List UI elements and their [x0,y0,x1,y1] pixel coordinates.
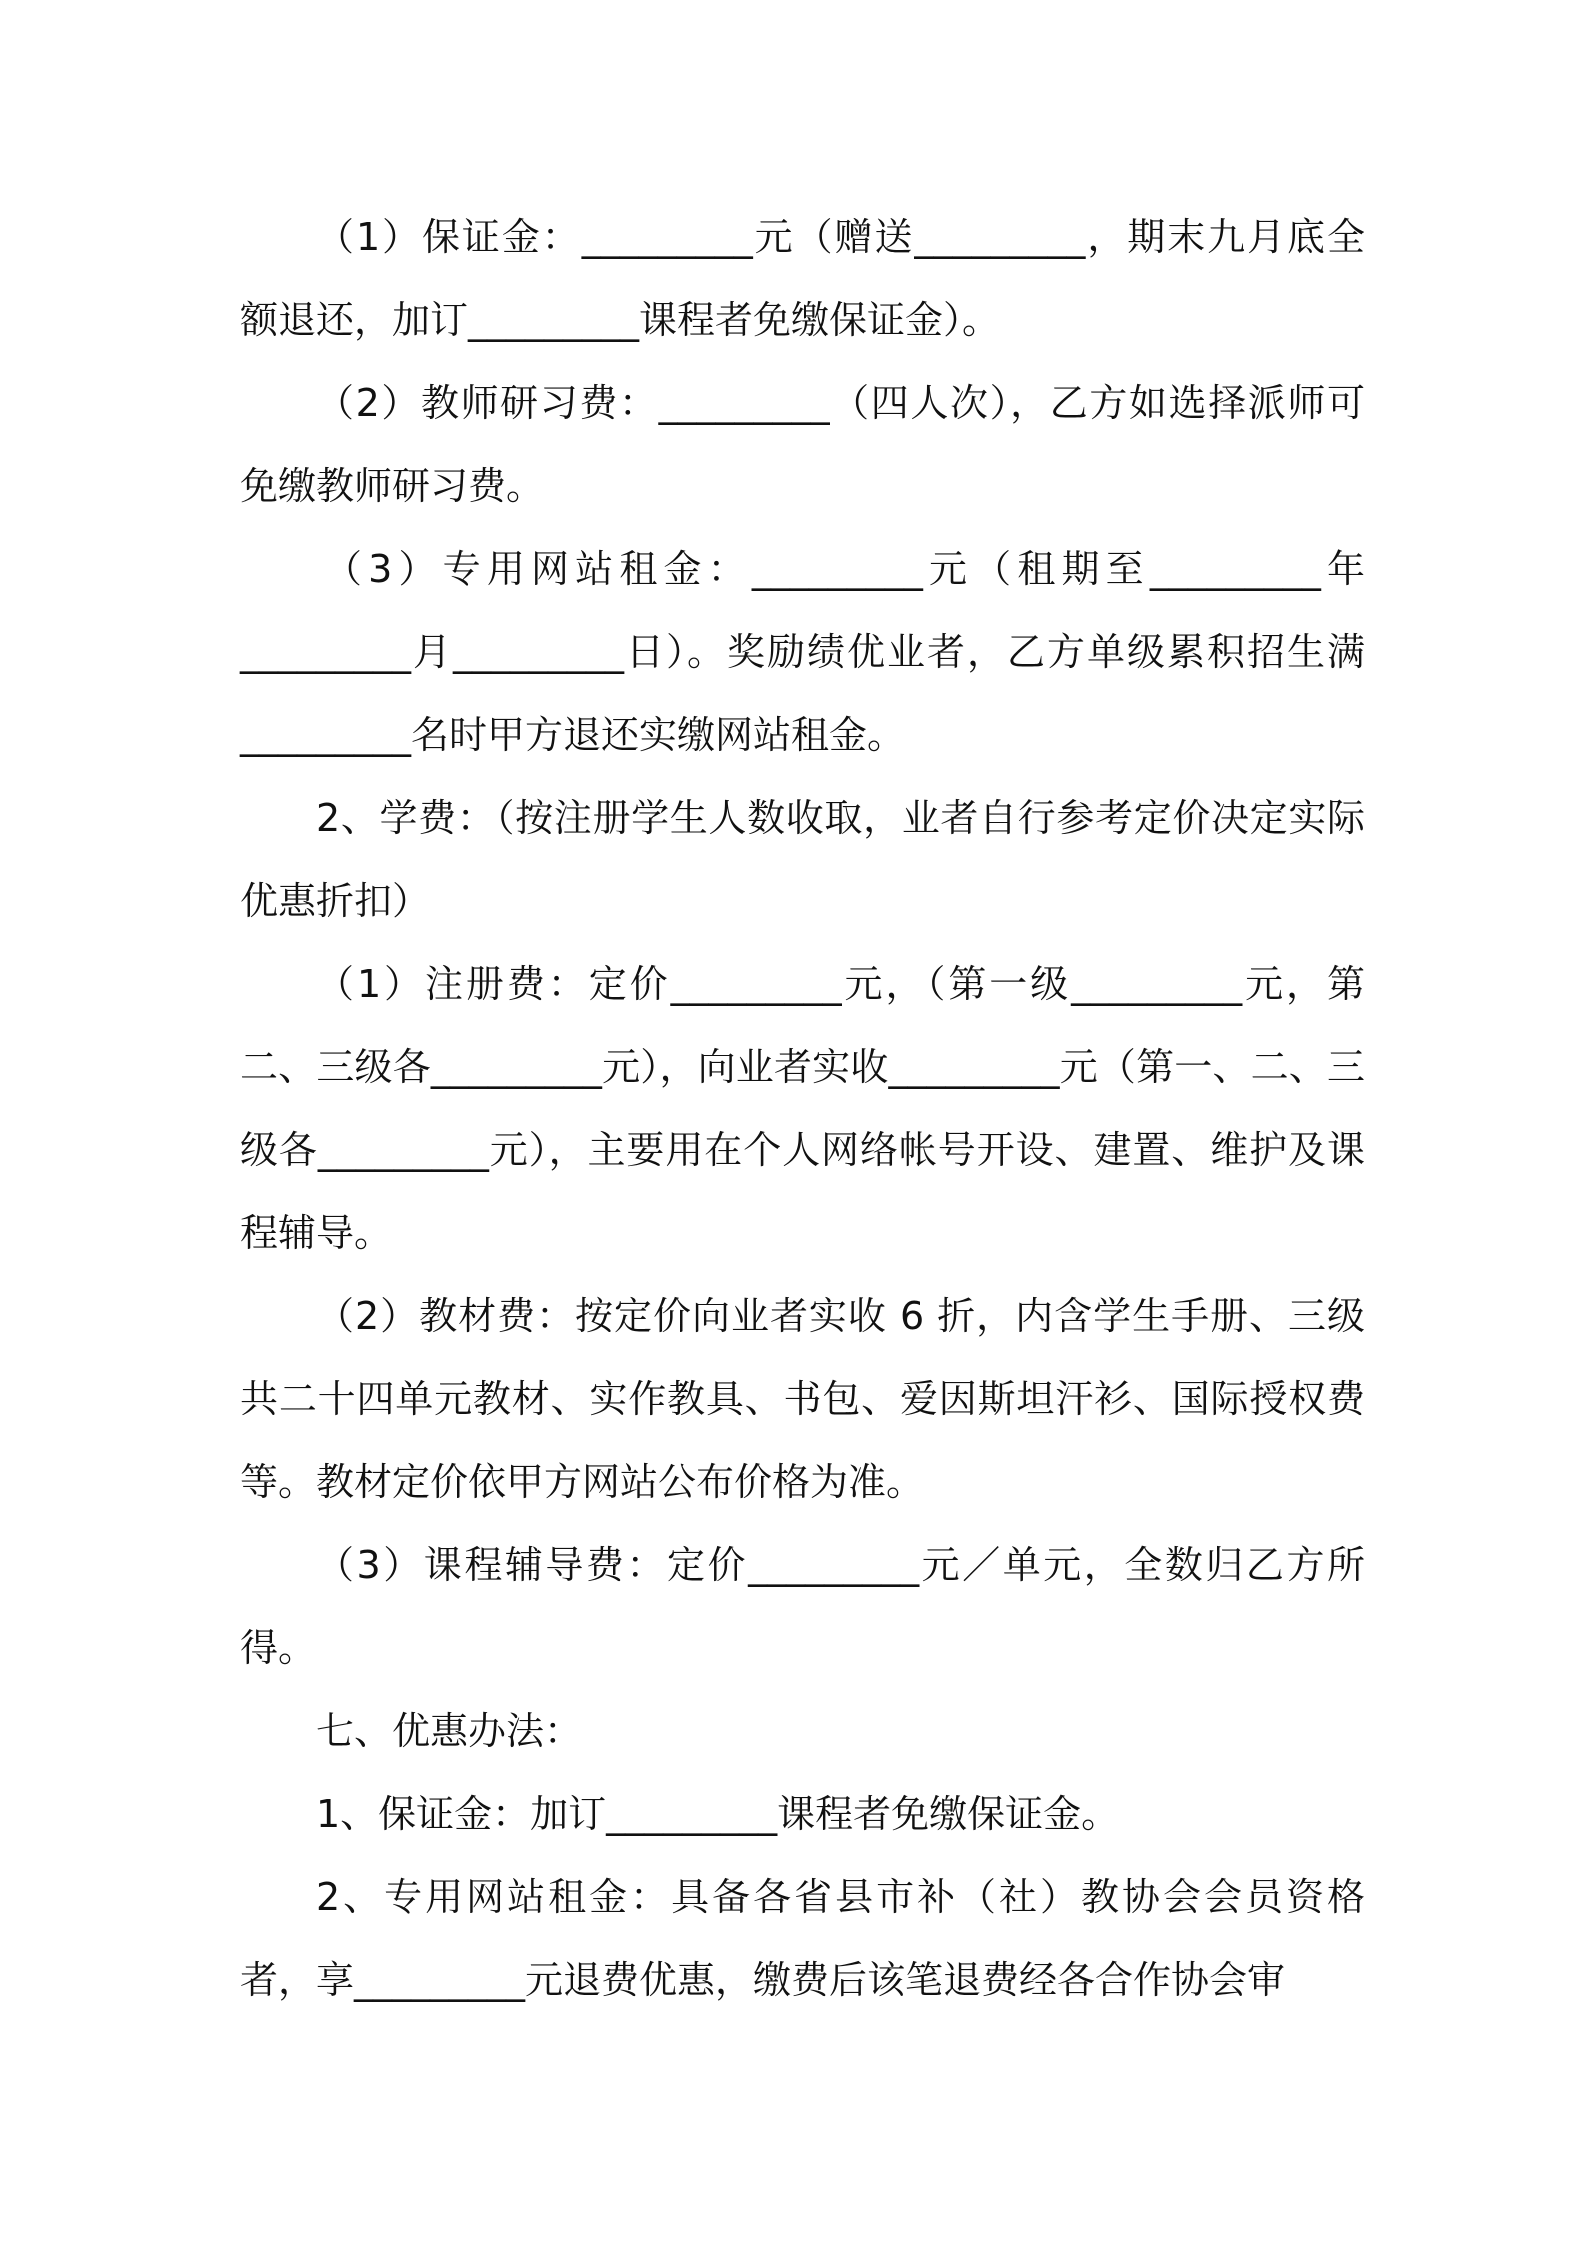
paragraph-discount-deposit: 1、保证金：加订_________课程者免缴保证金。 [316,1792,1120,1836]
paragraph-discount-website-rent: 2、专用网站租金：具备各省县市补（社）教协会会员资格者，享_________元退费优惠，缴费后该笔退费经各合作协会审 [240,1875,1365,2002]
paragraph-registration-fee: （1）注册费：定价_________元，（第一级_________元，第二、三级各_________元），向业者实收_________元（第一、二、三级各_________元），主要用在个人网络帐号开设、建置、维护及课程辅导。 [240,962,1365,1255]
paragraph-deposit: （1）保证金：_________元（赠送_________，期末九月底全额退还，加订_________课程者免缴保证金）。 [240,215,1365,342]
paragraph-teacher-training-fee: （2）教师研习费：_________（四人次），乙方如选择派师可免缴教师研习费。 [240,381,1365,508]
document-body [240,196,1365,2022]
heading-discount-methods: 七、优惠办法： [316,1709,583,1753]
paragraph-materials-fee: （2）教材费：按定价向业者实收 6 折，内含学生手册、三级共二十四单元教材、实作教具、书包、爱因斯坦汗衫、国际授权费等。教材定价依甲方网站公布价格为准。 [240,1294,1365,1504]
paragraph-tutoring-fee: （3）课程辅导费：定价_________元／单元，全数归乙方所得。 [240,1543,1365,1670]
paragraph-website-rent: （3）专用网站租金：_________元（租期至_________年_________月_________日）。奖励绩优业者，乙方单级累积招生满_________名时甲方退还实缴网站租金。 [240,547,1365,757]
paragraph-tuition: 2、学费：（按注册学生人数收取，业者自行参考定价决定实际优惠折扣） [240,796,1365,923]
